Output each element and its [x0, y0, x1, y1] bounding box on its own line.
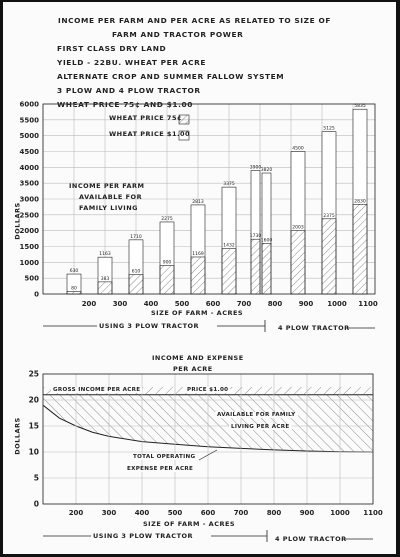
chart1-x-tick-label: 300	[112, 300, 128, 308]
chart2-y-tick-label: 15	[28, 421, 39, 431]
using-4-plow-label-2: 4 PLOW TRACTOR	[275, 535, 347, 543]
chart1-bar-100-label: 3900	[249, 165, 262, 171]
chart1-x-tick-label: 800	[267, 300, 283, 308]
chart2-x-tick-label: 1000	[330, 509, 350, 517]
chart1-bar-100-label: 2275	[161, 216, 173, 222]
chart2-y-tick-label: 20	[28, 395, 39, 405]
chart2-x-tick-label: 200	[68, 509, 84, 517]
chart2-y-tick-label: 5	[33, 473, 39, 483]
chart1-bar-75-label: 80	[71, 286, 77, 292]
legend-100-label: WHEAT PRICE $1.00	[109, 130, 190, 138]
chart1-y-tick-label: 2500	[19, 211, 39, 220]
available-note-line1: AVAILABLE FOR FAMILY	[217, 412, 296, 418]
chart2-x-tick-label: 1100	[363, 509, 383, 517]
page-title-line2: FARM AND TRACTOR POWER	[112, 30, 244, 39]
chart1-bar-100-label: 1710	[130, 234, 142, 240]
chart1-y-tick-label: 4500	[19, 148, 39, 156]
document-sheet	[3, 2, 396, 554]
condition-5: WHEAT PRICE 75¢ AND $1.00	[57, 100, 194, 109]
chart1-bar-100-label: 630	[69, 269, 79, 275]
chart2-x-axis-title: SIZE OF FARM - ACRES	[143, 520, 236, 528]
chart1-y-tick-label: 6000	[19, 100, 39, 109]
chart2-x-tick-label: 700	[233, 509, 249, 517]
chart1-y-axis-title: DOLLARS	[13, 202, 22, 240]
chart1-bar-100-label: 5835	[354, 104, 366, 110]
using-4-plow-label-1: 4 PLOW TRACTOR	[278, 324, 350, 332]
chart1-bar-75-label: 1600	[260, 238, 273, 244]
chart2-x-tick-label: 600	[200, 509, 216, 517]
income-note-line2: AVAILABLE FOR	[79, 193, 143, 201]
income-expense-per-acre-chart	[3, 2, 396, 554]
legend-75-label: WHEAT PRICE 75¢	[109, 114, 183, 122]
chart1-bar-100-label: 2813	[192, 199, 204, 205]
chart1-x-tick-label: 700	[236, 300, 252, 308]
expense-note-line2: EXPENSE PER ACRE	[127, 466, 194, 472]
chart1-y-tick-label: 0	[34, 290, 39, 299]
chart1-bar-75-label: 2375	[323, 213, 335, 219]
page-title-line1: INCOME PER FARM AND PER ACRE AS RELATED TO SIZE OF	[58, 16, 331, 25]
chart1-y-tick-label: 2000	[19, 227, 39, 236]
chart1-bar-100-label: 3375	[223, 182, 235, 188]
chart1-bar-75-label: 610	[131, 269, 141, 275]
chart2-y-tick-label: 25	[28, 369, 39, 379]
chart1-y-tick-label: 1000	[19, 258, 39, 267]
available-note-line2: LIVING PER ACRE	[231, 424, 290, 430]
chart1-y-tick-label: 1500	[19, 243, 39, 251]
chart1-bar-75-label: 1432	[223, 243, 235, 249]
chart1-y-tick-label: 5000	[19, 132, 39, 141]
chart1-bar-75-label: 383	[100, 276, 110, 282]
chart1-bar-75-label: 2003	[292, 225, 304, 231]
chart2-x-tick-label: 800	[266, 509, 282, 517]
chart1-y-tick-label: 5500	[19, 116, 39, 125]
chart1-x-axis-title: SIZE OF FARM - ACRES	[151, 309, 244, 317]
chart2-y-axis-title: DOLLARS	[13, 417, 22, 455]
chart2-title-line2: PER ACRE	[173, 365, 213, 373]
price-note-label: PRICE $1.00	[187, 387, 229, 393]
chart1-bar-100-label: 5125	[323, 126, 335, 132]
chart1-y-tick-label: 500	[24, 274, 39, 283]
chart1-x-tick-label: 900	[298, 300, 314, 308]
chart1-y-tick-label: 4000	[19, 163, 39, 172]
chart1-bar-100-label: 3820	[260, 168, 273, 174]
chart1-x-tick-label: 1100	[358, 300, 378, 308]
chart1-bar-100-label: 4500	[292, 146, 304, 152]
condition-1: FIRST CLASS DRY LAND	[57, 44, 167, 53]
chart1-y-tick-label: 3000	[19, 195, 39, 204]
chart1-x-tick-label: 1000	[327, 300, 347, 308]
chart1-bar-75-label: 900	[162, 260, 172, 266]
gross-income-label: GROSS INCOME PER ACRE	[53, 387, 141, 393]
chart1-bar-100-label: 1163	[99, 252, 111, 258]
chart2-y-tick-label: 0	[33, 499, 39, 509]
chart2-x-tick-label: 300	[101, 509, 117, 517]
expense-note-line1: TOTAL OPERATING	[133, 454, 196, 460]
income-note-line1: INCOME PER FARM	[69, 182, 145, 190]
condition-2: YIELD - 22BU. WHEAT PER ACRE	[57, 58, 207, 67]
chart1-x-tick-label: 500	[174, 300, 190, 308]
chart2-y-tick-label: 10	[28, 447, 39, 457]
chart2-title-line1: INCOME AND EXPENSE	[152, 354, 244, 362]
condition-4: 3 PLOW AND 4 PLOW TRACTOR	[57, 86, 201, 95]
chart1-bar-75-label: 2830	[354, 199, 366, 205]
chart2-x-tick-label: 400	[134, 509, 150, 517]
chart1-y-tick-label: 3500	[19, 179, 39, 188]
chart1-x-tick-label: 400	[143, 300, 159, 308]
using-3-plow-label-2: USING 3 PLOW TRACTOR	[93, 532, 194, 540]
chart1-x-tick-label: 200	[81, 300, 97, 308]
condition-3: ALTERNATE CROP AND SUMMER FALLOW SYSTEM	[57, 72, 285, 81]
chart2-x-tick-label: 500	[167, 509, 183, 517]
using-3-plow-label-1: USING 3 PLOW TRACTOR	[99, 322, 200, 330]
chart1-x-tick-label: 600	[205, 300, 221, 308]
chart2-x-tick-label: 900	[299, 509, 315, 517]
income-note-line3: FAMILY LIVING	[79, 204, 138, 212]
chart1-bar-75-label: 1169	[192, 251, 204, 257]
chart1-bar-75-label: 1730	[249, 234, 262, 240]
